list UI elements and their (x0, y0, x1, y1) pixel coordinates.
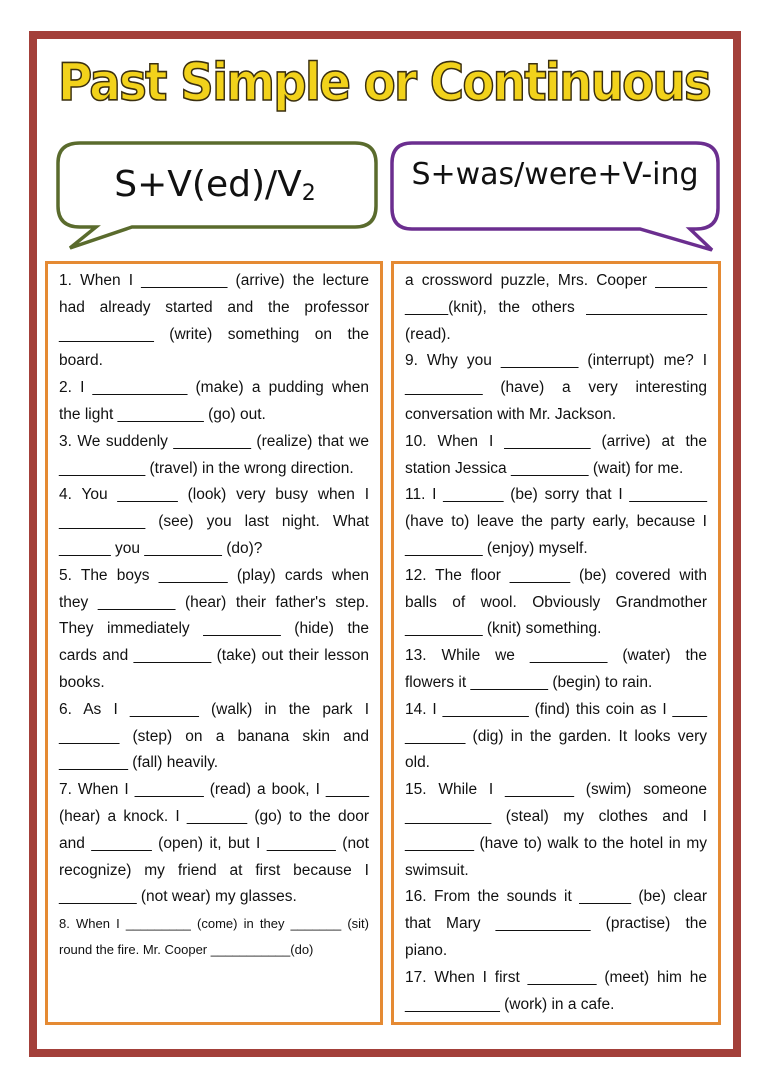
exercise-item-11: 11. I _______ (be) sorry that I _________ (have to) leave the party early, because I _________ (enjoy) myself. (405, 486, 707, 557)
exercise-item-15: 15. While I ________ (swim) someone __________ (steal) my clothes and I ________ (have to) walk to the hotel in my swimsuit. (405, 781, 707, 879)
exercise-item-3: 3. We suddenly _________ (realize) that we __________ (travel) in the wrong direction. (59, 432, 369, 477)
worksheet-title: Past Simple or Continuous (58, 53, 710, 113)
exercise-item-9: 9. Why you _________ (interrupt) me? I _________ (have) a very interesting conversation with Mr. Jackson. (405, 352, 707, 423)
past-simple-formula: $S+V(ed)/V_2$ (114, 164, 316, 206)
past-continuous-formula: S+was/were+V-ing (411, 157, 699, 192)
left-exercise-column (45, 261, 383, 1025)
exercise-item-14: 14. I __________ (find) this coin as I ____ _______ (dig) in the garden. It looks very old. (405, 700, 707, 772)
exercise-item-8: 8. When I _________ (come) in they _______ (sit) round the fire. Mr. Cooper ___________(do) (59, 916, 369, 957)
right-exercise-column (391, 261, 721, 1025)
exercise-item-16: 16. From the sounds it ______ (be) clear that Mary ___________ (practise) the piano. (405, 888, 707, 959)
exercise-item-6: 6. As I ________ (walk) in the park I _______ (step) on a banana skin and ________ (fall) heavily. (59, 700, 369, 772)
exercise-item-1: 1. When I __________ (arrive) the lecture had already started and the professor ___________ (write) something on the board. (59, 272, 369, 370)
exercise-item-8-continued: a crossword puzzle, Mrs. Cooper ______ _____(knit), the others ______________ (read). (405, 272, 707, 343)
exercise-item-13: 13. While we _________ (water) the flowers it _________ (begin) to rain. (405, 647, 707, 691)
speech-bubbles (0, 0, 768, 270)
exercise-item-12: 12. The floor _______ (be) covered with balls of wool. Obviously Grandmother _________ (knit) something. (405, 566, 707, 638)
exercise-item-10: 10. When I __________ (arrive) at the station Jessica _________ (wait) for me. (405, 432, 707, 477)
exercise-item-7: 7. When I ________ (read) a book, I _____ (hear) a knock. I _______ (go) to the door and _______ (open) it, but I ________ (not recognize) my friend at first because I _________ (not wear) my glasses. (59, 781, 369, 906)
exercise-item-4: 4. You _______ (look) very busy when I __________ (see) you last night. What ______ you _________ (do)? (59, 486, 369, 557)
exercise-item-2: 2. I ___________ (make) a pudding when the light __________ (go) out. (59, 379, 369, 423)
exercise-item-5: 5. The boys ________ (play) cards when they _________ (hear) their father's step. They immediately _________ (hide) the cards and _________ (take) out their lesson books. (59, 566, 369, 691)
exercise-item-17: 17. When I first ________ (meet) him he ___________ (work) in a cafe. (405, 968, 707, 1013)
